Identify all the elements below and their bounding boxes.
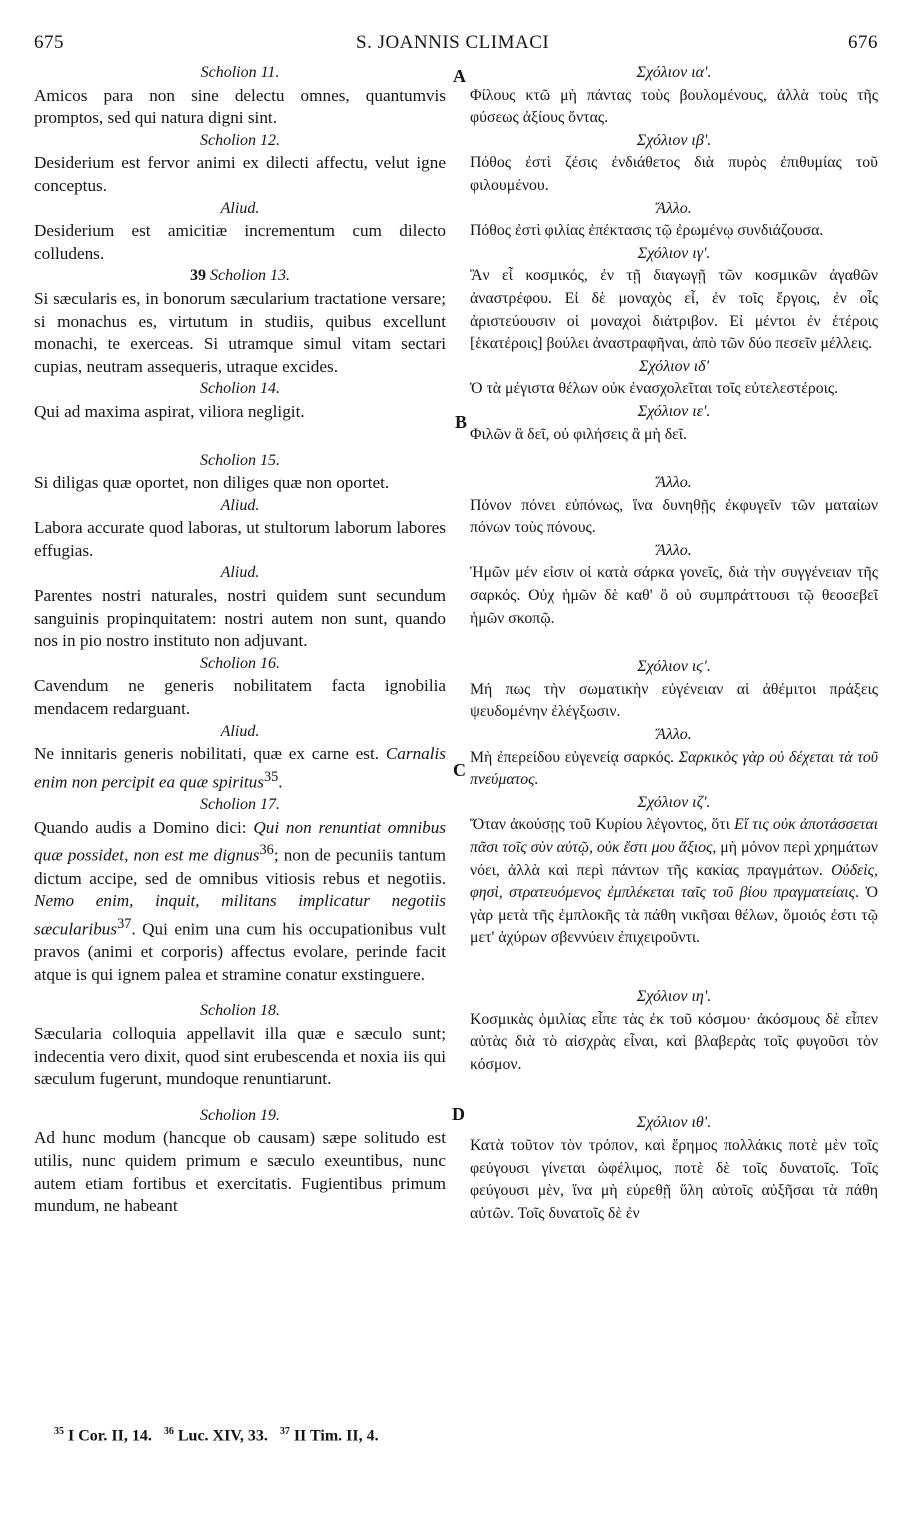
scholion-text: Φίλους κτῶ μὴ πάντας τοὺς βουλομένους, ἀλλὰ τοὺς τῆς φύσεως ἀξίους ὄντας. xyxy=(470,86,878,127)
scholion-heading: Scholion 18. xyxy=(200,1002,280,1020)
scholion-text: Πόθος ἐστὶ φιλίας ἐπέκτασις τῷ ἐρωμένῳ συνδιάζουσα. xyxy=(470,222,824,240)
scholion-text: Parentes nostri naturales, nostri quidem sunt secundum sanguinis propinquitatem: nostri autem non sunt, quando nos in pio nostro instituto non adjuvant. xyxy=(34,586,446,651)
margin-letter-b: B xyxy=(455,412,468,432)
running-title: S. JOANNIS CLIMACI xyxy=(356,32,550,53)
scholion-text: Μή πως τὴν σωματικὴν εὐγένειαν αἱ ἀθέμιτοι πράξεις ψευδομένην ἐλέγξωσιν. xyxy=(470,680,878,721)
scholion-heading: Scholion 12. xyxy=(200,131,280,149)
scholion-text: Ἡμῶν μέν εἰσιν οἱ κατὰ σάρκα γονεῖς, διὰ τὴν συγγένειαν τῆς σαρκός. Οὐχ ἡμῶν δὲ καθ' ὃ οὐ συμπράττουσι τῷ θεοσεβεῖ ἡμῶν σκοπῷ. xyxy=(470,564,878,627)
aliud-heading: Aliud. xyxy=(220,199,260,217)
footnote-ref: 37 xyxy=(117,915,132,932)
scholion-heading: Σχόλιον ιγ'. xyxy=(637,244,711,262)
scholion-text: Ὁ τὰ μέγιστα θέλων οὐκ ἐνασχολεῖται τοῖς εὐτελεστέροις. xyxy=(470,380,839,398)
scholion-text: Desiderium est amicitiæ incrementum cum dilecto colludens. xyxy=(34,221,446,263)
margin-letter-a: A xyxy=(453,66,466,86)
scholion-heading: Σχόλιον ιε'. xyxy=(637,402,711,420)
page-number-right: 676 xyxy=(848,32,878,53)
scholion-text: Κοσμικὰς ὁμιλίας εἶπε τὰς ἐκ τοῦ κόσμου· ἀκόσμους δὲ εἶπεν αὐτὰς διὰ τὸ αἰσχρὰς εἶναι, καὶ βλαβερὰς τοῖς φυγοῦσι τὸν κόσμον. xyxy=(470,1010,878,1073)
footnote-text: I Cor. II, 14. xyxy=(68,1427,152,1445)
text-run: . Ὁ γὰρ μετὰ τῆς ἐμπλοκῆς τὰ πάθη νικῆσαι θέλων, ὅμοιός ἐστι τῷ μετ' ἀχύρων σβεννύειν ἐπιχειροῦντι. xyxy=(470,884,878,947)
scholion-text: Πόνον πόνει εὐπόνως, ἵνα δυνηθῇς ἐκφυγεῖν τῶν ματαίων πόνων τοὺς πόνους. xyxy=(470,496,878,537)
scholion-text: Κατὰ τοῦτον τὸν τρόπον, καὶ ἔρημος πολλάκις ποτὲ μὲν τοῖς φεύγουσι γίνεται ὠφέλιμος, ποτὲ δὲ τοῖς δυνατοῖς. Τοῖς φεύγουσι μὲν, ἵνα μὴ εὑρεθῇ ὕλη αὐτοῖς αὐξῆσαι τὰ πάθη αὐτῶν. Τοῖς δυνατοῖς δὲ ἐν xyxy=(470,1136,878,1222)
scholion-heading: Scholion 17. xyxy=(200,796,280,814)
scholion-text xyxy=(470,814,878,950)
aliud-heading: Aliud. xyxy=(220,564,260,582)
text-run: Ne innitaris generis nobilitati, quæ ex carne est. xyxy=(34,744,380,764)
scholion-heading: Scholion 16. xyxy=(200,654,280,672)
scholion-text: Si diligas quæ oportet, non diliges quæ non oportet. xyxy=(34,473,390,493)
scholion-heading: Scholion 11. xyxy=(200,64,280,81)
scholion-text: Desiderium est fervor animi ex dilecti affectu, velut igne conceptus. xyxy=(34,153,446,195)
text-run: , μὴ μόνον περὶ χρημάτων νόει, ἀλλὰ καὶ περὶ πάντων τῆς κακίας πραγμάτων. xyxy=(470,839,878,879)
scripture-quote: Carnalis enim non percipit ea quæ spiritus xyxy=(34,744,447,792)
text-run: Ὅταν ἀκούσῃς τοῦ Κυρίου λέγοντος, ὅτι xyxy=(470,816,730,834)
footnote-ref: 36 xyxy=(259,842,274,859)
scholion-text: Si sæcularis es, in bonorum sæcularium tractatione versare; si monachus es, virtutum in studiis, quibus excellunt monachi, te exerceas. Si utramque simul vitam sectari cupias, neutram assequeris, utraque excides. xyxy=(34,288,446,376)
text-run: ; non de pecuniis tantum dictum accipe, sed de omnibus vitiosis rebus et negotiis. xyxy=(34,846,446,888)
aliud-heading: Aliud. xyxy=(220,496,260,514)
text-run: Μὴ ἐπερείδου εὐγενείᾳ σαρκός. xyxy=(470,748,674,766)
margin-letter-d: D xyxy=(452,1104,465,1124)
scholion-text: Ad hunc modum (hancque ob causam) sæpe solitudo est utilis, nunc quidem primum e sæculo exeuntibus, nunc autem etiam fortibus et exercitatis. Fugientibus primum mundum, ne habeant xyxy=(34,1128,446,1216)
scholion-heading: Σχόλιον ια'. xyxy=(636,64,712,81)
page-number-left: 675 xyxy=(34,32,64,53)
scholion-heading-label: Scholion 13. xyxy=(210,267,290,285)
allo-heading: Ἄλλο. xyxy=(656,199,692,217)
scholion-heading: Σχόλιον ιη'. xyxy=(636,987,712,1005)
footnote-text: Luc. XIV, 33. xyxy=(177,1427,268,1445)
scholion-text: Ἂν εἶ κοσμικός, ἐν τῇ διαγωγῇ τῶν κοσμικῶν ἀγαθῶν ἀναστρέφου. Εἰ δὲ μοναχὸς εἶ, ἐν τοῖς ἔργοις, ἐν οἷς ἀριστεύουσιν οἱ μοναχοὶ διάτριβον. Εἰ μέντοι ἐν ἑτέροις [ἑκατέροις] βούλει ἀναστραφῆναι, ἀπὸ τῶν δύο πεσεῖν μέλλεις. xyxy=(470,267,878,353)
scholion-heading: Σχόλιον ιϛ'. xyxy=(637,658,711,676)
scripture-quote: Οὐδεὶς, φησὶ, στρατευόμενος ἐμπλέκεται ταῖς τοῦ βίου πραγματείαις xyxy=(470,861,878,902)
scholion-text: Amicos para non sine delectu omnes, quantumvis promptos, sed qui natura digni sint. xyxy=(34,85,446,128)
scholion-text: Qui ad maxima aspirat, viliora negligit. xyxy=(34,401,305,421)
scripture-quote: Qui non renuntiat omnibus quæ possidet, non est me dignus xyxy=(34,817,446,866)
scholion-text: Πόθος ἐστὶ ζέσις ἐνδιάθετος διὰ πυρὸς ἐπιθυμίας τοῦ φιλουμένου. xyxy=(470,154,878,194)
scholion-text: Φιλῶν ἃ δεῖ, οὐ φιλήσεις ἃ μὴ δεῖ. xyxy=(470,425,687,443)
scholion-heading: Scholion 19. xyxy=(200,1106,280,1124)
footnote-text: II Tim. II, 4. xyxy=(293,1427,379,1445)
footnote-ref: 35 xyxy=(263,768,279,785)
scripture-quote: Εἴ τις οὐκ ἀποτάσσεται πᾶσι τοῖς σὺν αὐτῷ, οὐκ ἔστι μου ἄξιος xyxy=(470,816,879,856)
allo-heading: Ἄλλο. xyxy=(656,541,692,559)
footnote-number: 35 xyxy=(54,1426,64,1437)
scholion-heading: Σχόλιον ιθ'. xyxy=(636,1114,712,1132)
scholion-heading: Σχόλιον ιζ'. xyxy=(637,793,711,811)
margin-letter-c: C xyxy=(453,760,466,780)
scholion-text: Sæcularia colloquia appellavit illa quæ e sæculo sunt; indecentia vero dixit, quod sint erubescenda et noxia iis qui sæculum fugerunt, mundoque renuntiarunt. xyxy=(34,1023,446,1089)
footnote-number: 37 xyxy=(279,1426,290,1437)
scholion-text: Ne innitaris generis nobilitati, quæ ex carne est. Carnalis enim non percipit ea quæ spiritus$^{35}$. xyxy=(34,744,447,792)
scholion-heading: Σχόλιον ιδ' xyxy=(639,357,709,375)
scholion-text xyxy=(470,747,878,792)
scholion-heading: Scholion 15. xyxy=(200,451,280,469)
greek-column xyxy=(470,62,878,1225)
allo-heading: Ἄλλο. xyxy=(656,726,692,744)
aliud-heading: Aliud. xyxy=(220,722,260,740)
scholion-text: Cavendum ne generis nobilitatem facta ignobilia mendacem redarguant. xyxy=(34,676,446,719)
scholion-heading xyxy=(34,265,446,288)
scholion-text: Labora accurate quod laboras, ut stultorum laborum labores effugias. xyxy=(34,518,446,560)
text-run: Quando audis a Domino dici: xyxy=(34,817,247,837)
column-number: 39 xyxy=(190,267,206,285)
footnote-number: 36 xyxy=(163,1426,174,1437)
latin-column xyxy=(34,62,446,1218)
scholion-text xyxy=(34,817,446,987)
text-run: . Qui enim una cum his occupationibus vult pravos (animi et corporis) affectus evolare, perinde facit atque is qui ignem palea et stramine conatur exstinguere. xyxy=(34,919,446,984)
scripture-quote: Σαρκικὸς γὰρ οὐ δέχεται τὰ τοῦ πνεύματος. xyxy=(470,748,879,789)
scripture-quote: Nemo enim, inquit, militans implicatur negotiis sæcularibus xyxy=(34,891,446,939)
footnotes xyxy=(54,1426,379,1445)
allo-heading: Ἄλλο. xyxy=(656,474,692,492)
scholion-heading: Σχόλιον ιβ'. xyxy=(636,131,712,149)
scholion-heading: Scholion 14. xyxy=(200,380,280,398)
